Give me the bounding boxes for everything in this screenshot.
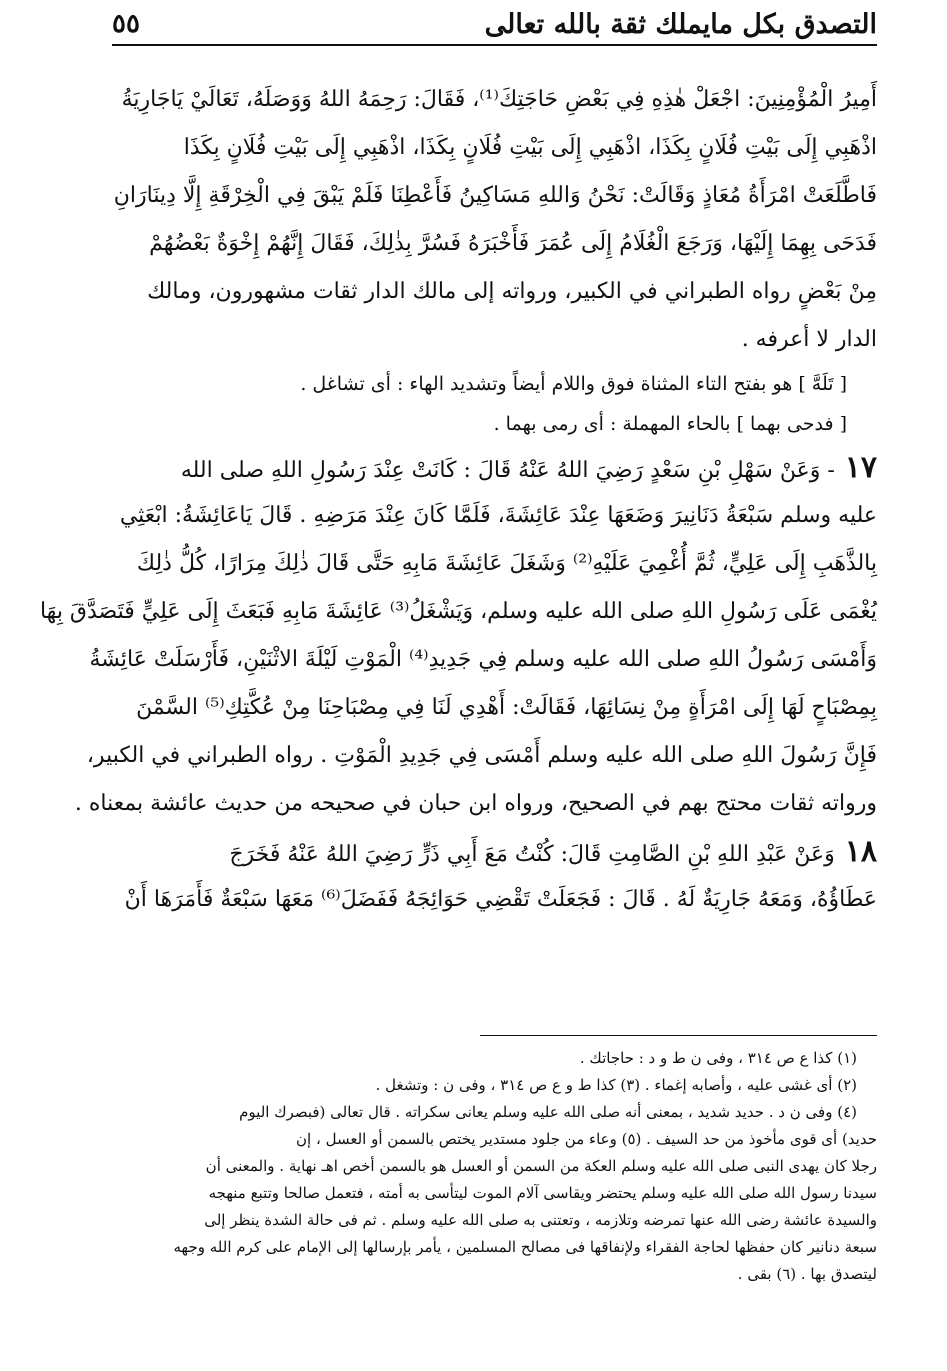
footnote-line: والسيدة عائشة رضى الله عنها تمرضه وتلازمه ، وتعتنى به صلى الله عليه وسلم . ثم فى حالة الشدة ينظر إلى <box>204 1211 877 1229</box>
text-line: فَإِنَّ رَسُولَ اللهِ صلى الله عليه وسلم أَمْسَى فِي جَدِيدِ الْمَوْتِ . رواه الطبراني في الكبير، <box>86 743 877 768</box>
text-line: فَاطَّلَعَتْ امْرَأَةُ مُعَاذٍ وَقَالَتْ: نَحْنُ وَاللهِ مَسَاكِينُ فَأَعْطِنَا فَلَمْ يَبْقَ فِي الْخِرْقَةِ إِلَّا دِينَارَانِ <box>113 183 877 208</box>
gloss-line: [ تَلَهَّ ] هو بفتح التاء المثناة فوق واللام أيضاً وتشديد الهاء : أى تشاغل . <box>300 373 847 395</box>
text-line: أَمِيرُ الْمُؤْمِنِينَ: اجْعَلْ هٰذِهِ فِي بَعْضِ حَاجَتِكَ⁽¹⁾، فَقَالَ: رَحِمَهُ اللهُ وَوَصَلَهُ، تَعَالَيْ يَاجَارِيَةُ <box>121 87 877 112</box>
footnote-line: رجلا كان يهدى النبى صلى الله عليه وسلم العكة من السمن أو العسل هو بالسمن أخص اهـ نهاية . والمعنى أن <box>205 1157 877 1175</box>
footnote-line: سبعة دنانير كان حفظها لحاجة الفقراء ولإنفاقها فى مصالح المسلمين ، يأمر بإرسالها إلى الإمام على كرم الله وجهه <box>173 1238 877 1256</box>
gloss-line: [ فدحى بهما ] بالحاء المهملة : أى رمى بهما . <box>493 413 847 435</box>
footnote-line: سيدنا رسول الله صلى الله عليه وسلم يحتضر ويقاسى آلام الموت ليتأسى به أمته ، فتعمل صالحا وتتبع منهجه <box>208 1184 877 1202</box>
text-line: مِنْ بَعْضٍ رواه الطبراني في الكبير، ورواته إلى مالك الدار ثقات مشهورون، ومالك <box>147 279 877 304</box>
hadith-17-opening: - وَعَنْ سَهْلِ بْنِ سَعْدٍ رَضِيَ اللهُ عَنْهُ قَالَ : كَانَتْ عِنْدَ رَسُولِ اللهِ صلى الله <box>180 458 835 483</box>
footnote-rule <box>480 1035 877 1036</box>
text-line: الدار لا أعرفه . <box>741 327 877 352</box>
page-header <box>112 6 877 42</box>
main-text <box>39 76 877 924</box>
text-line: ورواته ثقات محتج بهم في الصحيح، ورواه ابن حبان في صحيحه من حديث عائشة بمعناه . <box>74 791 877 816</box>
footnote-line: (١) كذا ع ص ٣١٤ ، وفى ن ط و د : حاجاتك . <box>579 1049 857 1067</box>
text-line: بِمِصْبَاحٍ لَهَا إِلَى امْرَأَةٍ مِنْ نِسَائِهَا، فَقَالَتْ: أَهْدِي لَنَا فِي مِصْبَاحِنَا مِنْ عُكَّتِكِ⁽⁵⁾ السَّمْنَ <box>136 695 877 720</box>
footnote-line: (٢) أى غشى عليه ، وأصابه إغماء . (٣) كذا ط و ع ص ٣١٤ ، وفى ن : وتشغل . <box>375 1076 857 1094</box>
hadith-number: ١٨ <box>844 834 877 869</box>
text-line: يُغْمَى عَلَى رَسُولِ اللهِ صلى الله عليه وسلم، وَيَشْغَلُ⁽³⁾ عَائِشَةَ مَابِهِ فَبَعَثَ إِلَى عَلِيٍّ فَتَصَدَّقَ بِهَا <box>39 599 877 624</box>
text-line: عليه وسلم سَبْعَةُ دَنَانِيرَ وَضَعَهَا عِنْدَ عَائِشَةَ، فَلَمَّا كَانَ عِنْدَ مَرَضِهِ . قَالَ يَاعَائِشَةُ: ابْعَثِي <box>119 503 877 528</box>
text-line: عَطَاؤُهُ، وَمَعَهُ جَارِيَةٌ لَهُ . قَالَ : فَجَعَلَتْ تَقْضِي حَوَائِجَهُ فَفَضَلَ⁽⁶⁾ مَعَهَا سَبْعَةٌ فَأَمَرَهَا أَنْ <box>124 887 877 912</box>
hadith-18-opening: وَعَنْ عَبْدِ اللهِ بْنِ الصَّامِتِ قَالَ: كُنْتُ مَعَ أَبِي ذَرٍّ رَضِيَ اللهُ عَنْهُ فَخَرَجَ <box>229 842 835 867</box>
footnotes <box>112 1045 877 1288</box>
footnote-line: (٤) وفى ن د . حديد شديد ، بمعنى أنه صلى الله عليه وسلم يعانى سكراته . قال تعالى (فبصرك اليوم <box>239 1103 857 1121</box>
hadith-18-first-line <box>112 828 877 876</box>
text-line: فَدَحَى بِهِمَا إِلَيْهَا، وَرَجَعَ الْغُلَامُ إِلَى عُمَرَ فَأَخْبَرَهُ فَسُرَّ بِذٰلِكَ، فَقَالَ إِنَّهُمْ إِخْوَةٌ بَعْضُهُمْ <box>149 231 877 256</box>
hadith-17-first-line <box>112 444 877 492</box>
text-line: اذْهَبِي إِلَى بَيْتِ فُلَانٍ بِكَذَا، اذْهَبِي إِلَى بَيْتِ فُلَانٍ بِكَذَا، اذْهَبِي إِلَى بَيْتِ فُلَانٍ بِكَذَا <box>183 135 877 160</box>
page-number: ٥٥ <box>112 9 140 39</box>
running-title: التصدق بكل مايملك ثقة بالله تعالى <box>484 8 877 40</box>
footnote-line: ليتصدق بها . (٦) بقى . <box>737 1265 877 1283</box>
hadith-number: ١٧ <box>844 450 877 485</box>
text-line: بِالذَّهَبِ إِلَى عَلِيٍّ، ثُمَّ أُغْمِيَ عَلَيْهِ⁽²⁾ وَشَغَلَ عَائِشَةَ مَابِهِ حَتَّى قَالَ ذٰلِكَ مِرَارًا، كُلُّ ذٰلِكَ <box>136 551 877 576</box>
footnote-line: حديد) أى قوى مأخوذ من حد السيف . (٥) وعاء من جلود مستدير يختص بالسمن أو العسل ، إن <box>296 1130 877 1148</box>
text-line: وَأَمْسَى رَسُولُ اللهِ صلى الله عليه وسلم فِي جَدِيدِ⁽⁴⁾ الْمَوْتِ لَيْلَةَ الاثْنَيْنِ، فَأَرْسَلَتْ عَائِشَةُ <box>89 647 877 672</box>
header-rule <box>112 44 877 46</box>
